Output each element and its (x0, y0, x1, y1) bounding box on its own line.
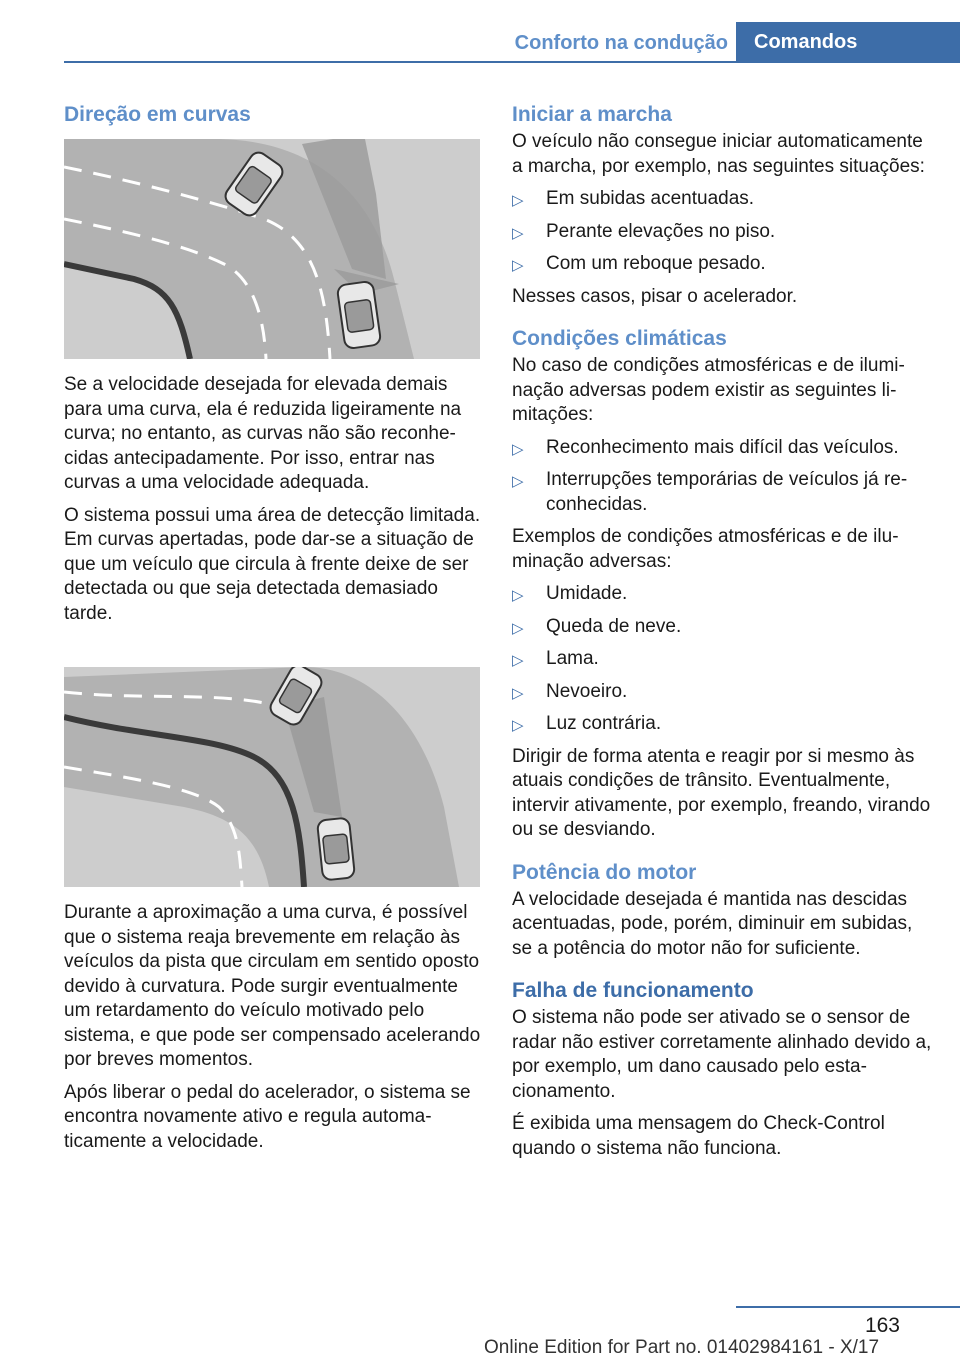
paragraph: Exemplos de condições atmosféricas e de iluminação adversas: (512, 526, 899, 572)
bullet-icon: ▷ (512, 619, 524, 637)
edition-note: Online Edition for Part no. 01402984161 - X/17 (484, 1337, 880, 1358)
heading-curves: Direção em curvas (64, 103, 251, 126)
bullet-icon: ▷ (512, 224, 524, 242)
paragraph: O veículo não consegue iniciar automaticamente a marcha, por exemplo, nas seguintes situações: (512, 131, 925, 177)
curve-illustration-1 (64, 139, 480, 359)
right-column (512, 100, 932, 1161)
heading-start: Iniciar a marcha (512, 103, 672, 126)
list-item: ▷ Nevoeiro. (512, 680, 932, 705)
paragraph: Após liberar o pedal do acelerador, o sistema se encontra novamente ativo e regula automaticamente a velocidade. (64, 1081, 471, 1152)
list-item: ▷ Com um reboque pesado. (512, 252, 932, 277)
bullet-icon: ▷ (512, 257, 524, 274)
bullet-icon: ▷ (512, 587, 524, 604)
paragraph: O sistema possui uma área de detecção limitada. Em curvas apertadas, pode dar-se a situação de que um veículo que circula à frente deixe de ser detectada ou que seja detectada demasiado tarde. (64, 504, 481, 624)
list-item: ▷ Queda de neve. (512, 615, 932, 640)
heading-weather: Condições climáticas (512, 327, 727, 350)
bullet-icon: ▷ (512, 440, 524, 458)
paragraph: Dirigir de forma atenta e reagir por si mesmo às atuais condições de trânsito. Eventualmente, intervir ativamente, por exemplo, freando, virando ou se desviando. (512, 745, 931, 840)
bullet-icon: ▷ (512, 652, 524, 669)
paragraph: A velocidade desejada é mantida nas descidas acentuadas, pode, porém, diminuir em subidas, se a potência do motor não for suficiente. (512, 888, 913, 959)
paragraph: Se a velocidade desejada for elevada demais para uma curva, ela é reduzida ligeiramente na curva; no entanto, as curvas não são reconhecidas antecipadamente. Por isso, entrar nas curvas a uma velocidade adequada. (64, 374, 462, 493)
bullet-list (512, 187, 932, 277)
heading-malfunction: Falha de funcionamento (512, 979, 754, 1002)
list-item: ▷ Interrupções temporárias de veículos já reconhecidas. (512, 469, 908, 515)
list-item: ▷ Perante elevações no piso. (512, 220, 932, 245)
bullet-icon: ▷ (512, 473, 524, 490)
bullet-list (512, 582, 932, 737)
paragraph: É exibida uma mensagem do Check-Control quando o sistema não funciona. (512, 1113, 885, 1159)
bullet-icon: ▷ (512, 192, 524, 209)
bullet-icon: ▷ (512, 717, 524, 734)
paragraph: Durante a aproximação a uma curva, é possível que o sistema reaja brevemente em relação às veículos da pista que circulam em sentido oposto devido à curvatura. Pode surgir eventualmente um retardamento do veículo motivado pelo sistema, e que pode ser compensado acelerando por breves momentos. (64, 902, 481, 1070)
section-tab: Conforto na condução (514, 32, 728, 54)
paragraph: O sistema não pode ser ativado se o sensor de radar não estiver corretamente alinhado devido a, por exemplo, um dano causado pelo estacionamento. (512, 1007, 932, 1102)
bullet-list (512, 436, 932, 518)
page-number: 163 (864, 1314, 900, 1337)
car-own (337, 281, 382, 349)
list-item: ▷ Em subidas acentuadas. (512, 187, 932, 212)
footer-rule (736, 1306, 960, 1308)
header-rule (64, 61, 960, 63)
paragraph: No caso de condições atmosféricas e de iluminação adversas podem existir as seguintes limitações: (512, 355, 905, 425)
list-item: ▷ Luz contrária. (512, 712, 932, 737)
car-own (317, 817, 355, 880)
left-column (64, 100, 482, 1154)
chapter-tab: Comandos (736, 22, 960, 61)
bullet-icon: ▷ (512, 684, 524, 702)
list-item: ▷ Umidade. (512, 582, 932, 607)
curve-illustration-2 (64, 667, 480, 887)
paragraph: Nesses casos, pisar o acelerador. (512, 285, 798, 307)
list-item: ▷ Reconhecimento mais difícil das veículos. (512, 436, 932, 461)
list-item: ▷ Lama. (512, 647, 932, 672)
heading-engine: Potência do motor (512, 860, 697, 884)
